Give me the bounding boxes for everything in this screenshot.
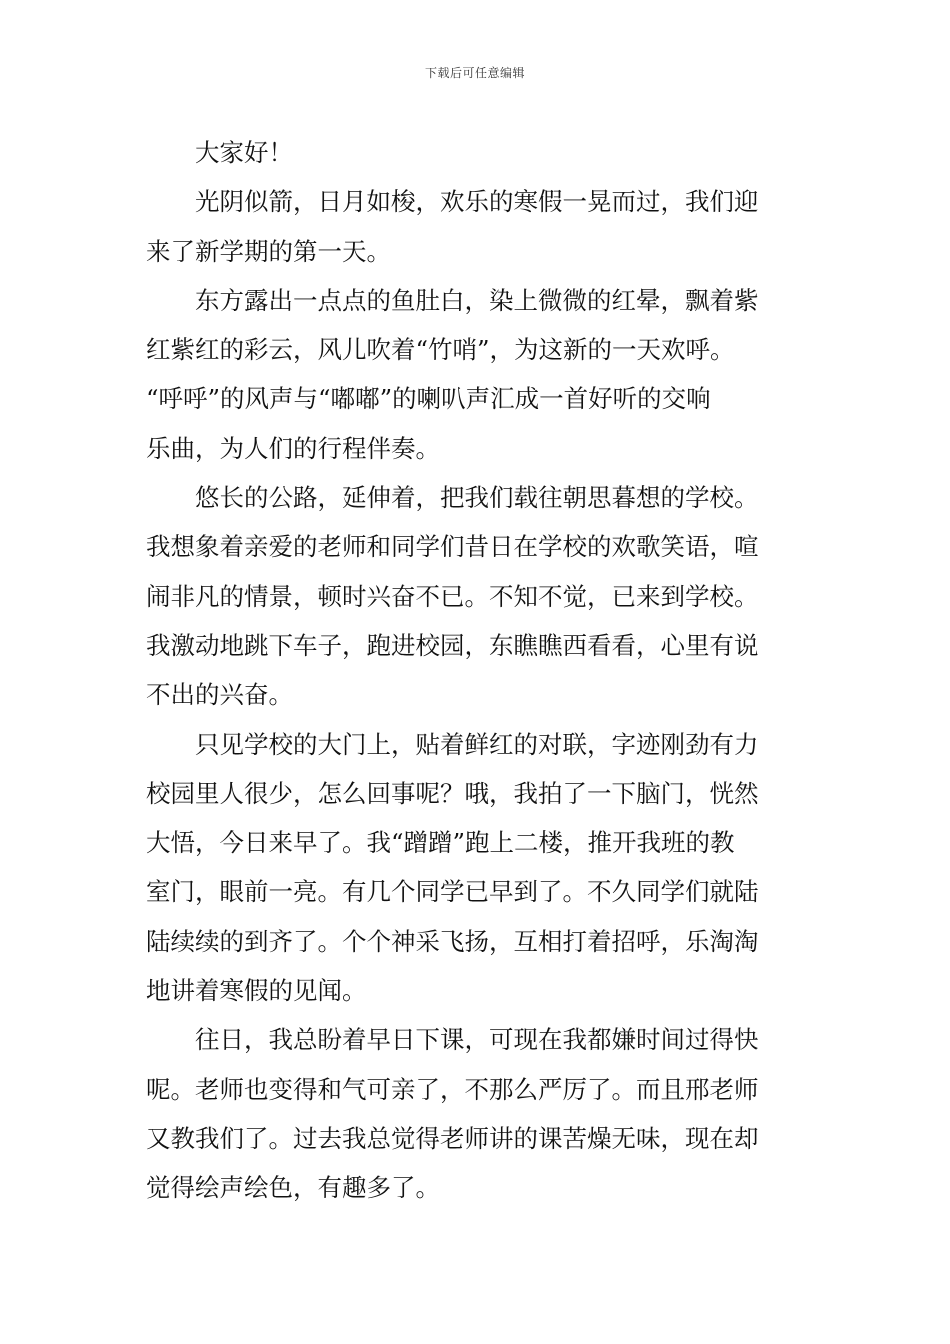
paragraph-3: 悠长的公路，延伸着，把我们载往朝思暮想的学校。 我想象着亲爱的老师和同学们昔日在学校的欢歌笑语，喧 闹非凡的情景，顿时兴奋不已。不知不觉，已来到学校。 我激动地跳下车子，跑进校园，东瞧瞧西看看，心里有说 不出的兴奋。 (146, 483, 759, 710)
document-body (146, 128, 808, 1213)
page-header: 下载后可任意编辑 (424, 66, 525, 80)
paragraph-5: 往日，我总盼着早日下课，可现在我都嫌时间过得快 呢。老师也变得和气可亲了，不那么严厉了。而且邢老师 又教我们了。过去我总觉得老师讲的课苦燥无味，现在却 觉得绘声绘色，有趣多了。 (146, 1025, 759, 1203)
paragraph-2: 东方露出一点点的鱼肚白，染上微微的红晕，飘着紫 红紫红的彩云，风儿吹着“竹哨”，为这新的一天欢呼。 “呼呼”的风声与“嘟嘟”的喇叭声汇成一首好听的交响 乐曲，为人们的行程伴奏。 (146, 285, 759, 463)
paragraph-1: 光阴似箭，日月如梭，欢乐的寒假一晃而过，我们迎 来了新学期的第一天。 (146, 187, 759, 266)
paragraph-4: 只见学校的大门上，贴着鲜红的对联，字迹刚劲有力 校园里人很少，怎么回事呢？哦，我拍了一下脑门，恍然 大悟，今日来早了。我“蹭蹭”跑上二楼，推开我班的教 室门，眼前一亮。有几个同学已早到了。不久同学们就陆 陆续续的到齐了。个个神采飞扬，互相打着招呼，乐淘淘 地讲着寒假的见闻。 (146, 729, 759, 1006)
paragraph-greeting: 大家好！ (195, 138, 293, 167)
